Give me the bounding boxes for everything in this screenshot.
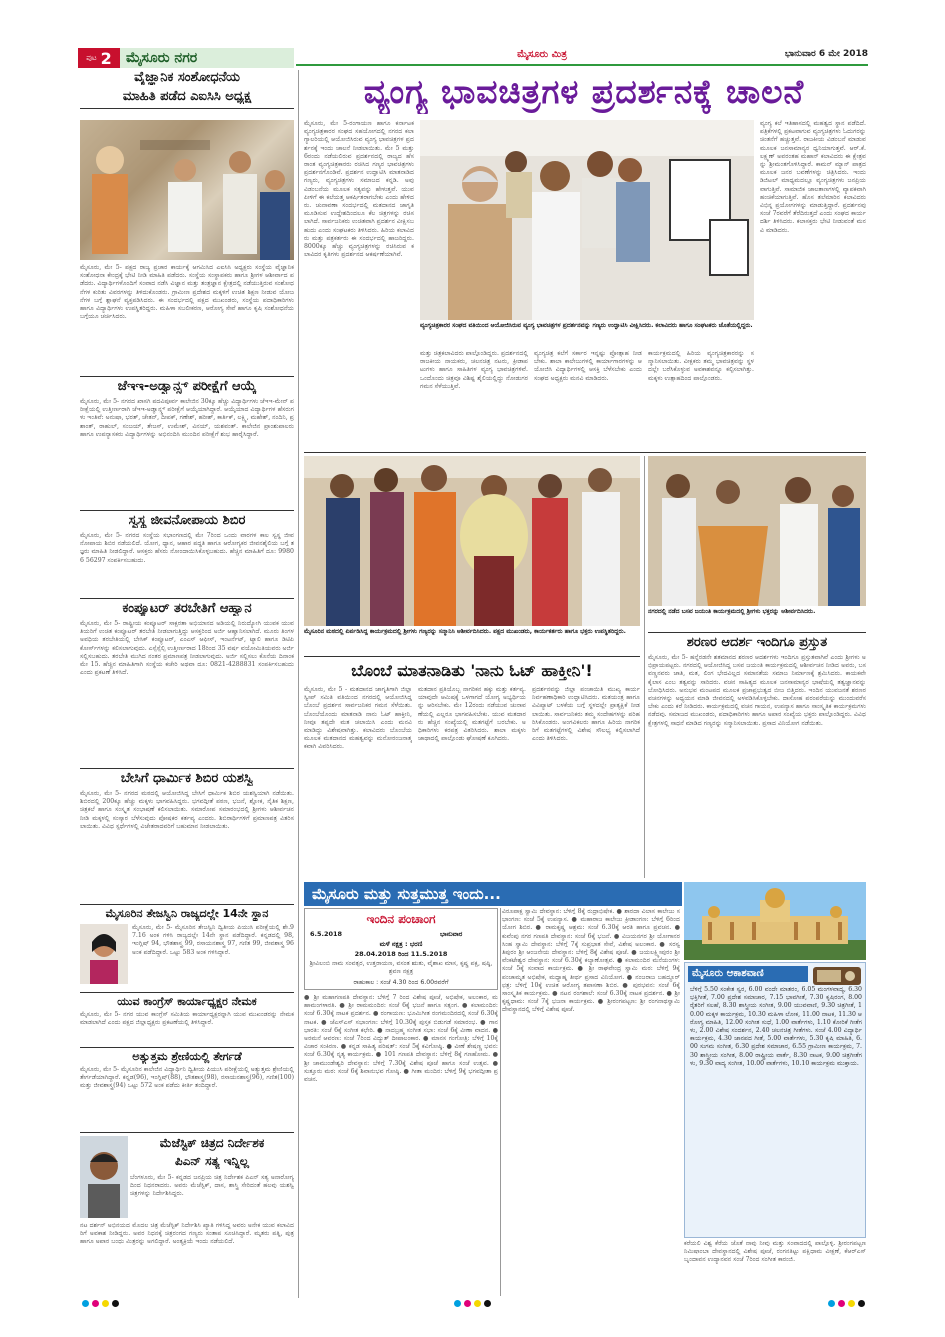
left-rule-4 <box>80 598 294 599</box>
sharanara-body: ಮೈಸೂರು, ಮೇ 5- ಹನ್ನೆರಡನೇ ಶತಮಾನದ ಶರಣರ ಆದರ್ಶಗಳು ಇಂದಿಗೂ ಪ್ರಸ್ತುತವಾಗಿವೆ ಎಂದು ಶ್ರೀಗಳು ಅಭಿಪ್ರಾಯಪಟ್ಟರು. ನಗರದಲ್ಲಿ ಆಯೋಜಿಸಿದ್ದ ಬಸವ ಜಯಂತಿ ಕಾರ್ಯಕ್ರಮದಲ್ಲಿ ಆಶೀರ್ವಚನ ನೀಡಿದ ಅವರು, ಬಸವಣ್ಣನವರು ಜಾತಿ, ಮತ, ಲಿಂಗ ಭೇದವಿಲ್ಲದ ಸಮಾನತೆಯ ಸಮಾಜ ನಿರ್ಮಾಣಕ್ಕೆ ಶ್ರಮಿಸಿದರು. ಕಾಯಕವೇ ಕೈಲಾಸ ಎಂಬ ತತ್ವವನ್ನು ಸಾರಿದರು. ವಚನ ಸಾಹಿತ್ಯದ ಮೂಲಕ ಜನಸಾಮಾನ್ಯರ ಭಾಷೆಯಲ್ಲಿ ತತ್ವಜ್ಞಾನವನ್ನು ಬೋಧಿಸಿದರು. ಅನುಭವ ಮಂಟಪದ ಮೂಲಕ ಪ್ರಜಾಪ್ರಭುತ್ವದ ಬೀಜ ಬಿತ್ತಿದರು. ಇಂದಿನ ಯುವಜನತೆ ಶರಣರ ವಚನಗಳನ್ನು ಅಧ್ಯಯನ ಮಾಡಿ ಜೀವನದಲ್ಲಿ ಅಳವಡಿಸಿಕೊಳ್ಳಬೇಕು. ದಾಸೋಹ ಪರಂಪರೆಯನ್ನು ಮುಂದುವರೆಸಬೇಕು ಎಂದು ಕರೆ ನೀಡಿದರು. ಕಾರ್ಯಕ್ರಮದಲ್ಲಿ ವಚನ ಗಾಯನ, ಉಪನ್ಯಾಸ ಹಾಗೂ ಸಾಂಸ್ಕೃತಿಕ ಕಾರ್ಯಕ್ರಮಗಳು ನಡೆದವು. ಸಮಾಜದ ಮುಖಂಡರು, ಪದಾಧಿಕಾರಿಗಳು ಹಾಗೂ ಅಪಾರ ಸಂಖ್ಯೆಯ ಭಕ್ತರು ಪಾಲ್ಗೊಂಡಿದ್ದರು. ವಿವಿಧ ಕ್ಷೇತ್ರಗಳಲ್ಲಿ ಸಾಧನೆ ಮಾಡಿದ ಗಣ್ಯರನ್ನು ಸನ್ಮಾನಿಸಲಾಯಿತು. ಪ್ರಸಾದ ವಿನಿಯೋಗ ನಡೆಯಿತು. <box>648 654 866 727</box>
left-rule-9 <box>80 1132 294 1133</box>
panchanga-date: 6.5.2018 <box>310 930 343 938</box>
panchanga-body: ಶ್ರೀವಿಲಂಬಿ ನಾಮ ಸಂವತ್ಸರ, ಉತ್ತರಾಯಣ, ವಸಂತ ಋತು, ವೈಶಾಖ ಮಾಸ, ಕೃಷ್ಣ ಪಕ್ಷ, ಷಷ್ಠಿ, ಶ್ರವಣ ನಕ್ಷತ್ರ <box>309 960 493 976</box>
page-number: 2 <box>100 48 112 68</box>
page-number-box <box>78 48 120 68</box>
left-body-5: ಮೈಸೂರು, ಮೇ 5- ನಗರದ ಮಠದಲ್ಲಿ ಆಯೋಜಿಸಿದ್ದ ಬೇಸಿಗೆ ಧಾರ್ಮಿಕ ಶಿಬಿರ ಯಶಸ್ವಿಯಾಗಿ ನಡೆಯಿತು. ಶಿಬಿರದಲ್ಲಿ 200ಕ್ಕೂ ಹೆಚ್ಚು ಮಕ್ಕಳು ಭಾಗವಹಿಸಿದ್ದರು. ಭಗವದ್ಗೀತೆ ಪಠಣ, ಭಜನೆ, ಶ್ಲೋಕ, ನೈತಿಕ ಶಿಕ್ಷಣ, ಚಿತ್ರಕಲೆ ಹಾಗೂ ಸಂಸ್ಕೃತ ಸಂಭಾಷಣೆ ಕಲಿಸಲಾಯಿತು. ಸಮಾರೋಪ ಸಮಾರಂಭದಲ್ಲಿ ಶ್ರೀಗಳು ಆಶೀರ್ವಚನ ನೀಡಿ ಮಕ್ಕಳಲ್ಲಿ ಸಂಸ್ಕಾರ ಬೆಳೆಸುವುದು ಪೋಷಕರ ಕರ್ತವ್ಯ ಎಂದರು. ಶಿಬಿರಾರ್ಥಿಗಳಿಗೆ ಪ್ರಮಾಣಪತ್ರ ವಿತರಿಸಲಾಯಿತು. ವಿವಿಧ ಸ್ಪರ್ಧೆಗಳಲ್ಲಿ ವಿಜೇತರಾದವರಿಗೆ ಬಹುಮಾನ ನೀಡಲಾಯಿತು. <box>80 790 294 830</box>
panchanga-day: ಭಾನುವಾರ <box>440 930 463 938</box>
left-body-9b: ನಟ ದರ್ಶನ್ ಅಭಿನಯದ ಮೊದಲ ಚಿತ್ರ ಮೆಜೆಸ್ಟಿಕ್ ನಿರ್ದೇಶಿಸಿ ಖ್ಯಾತಿ ಗಳಿಸಿದ್ದ ಅವರು ಅನೇಕ ಯುವ ಕಲಾವಿದರಿಗೆ ಅವಕಾಶ ನೀಡಿದ್ದರು. ಅವರ ನಿಧನಕ್ಕೆ ಚಿತ್ರರಂಗದ ಗಣ್ಯರು ಸಂತಾಪ ಸೂಚಿಸಿದ್ದಾರೆ. ಮೃತರು ಪತ್ನಿ, ಪುತ್ರ ಹಾಗೂ ಅಪಾರ ಬಂಧು ಮಿತ್ರರನ್ನು ಅಗಲಿದ್ದಾರೆ. ಅಂತ್ಯಕ್ರಿಯೆ ಇಂದು ನಡೆಯಲಿದೆ. <box>80 1222 294 1246</box>
left-body-8: ಮೈಸೂರು, ಮೇ 5- ಮೈಸೂರಿನ ಕಾಲೇಜಿನ ವಿದ್ಯಾರ್ಥಿನಿ ದ್ವಿತೀಯ ಪಿಯುಸಿ ಪರೀಕ್ಷೆಯಲ್ಲಿ ಅತ್ಯುತ್ತಮ ಶ್ರೇಣಿಯಲ್ಲಿ ತೇರ್ಗಡೆಯಾಗಿದ್ದಾರೆ. ಕನ್ನಡ(96), ಇಂಗ್ಲಿಷ್(88), ಭೌತಶಾಸ್ತ್ರ(98), ರಸಾಯನಶಾಸ್ತ್ರ(96), ಗಣಿತ(100) ಮತ್ತು ಜೀವಶಾಸ್ತ್ರ(94) ಒಟ್ಟು 572 ಅಂಕ ಪಡೆದು ಕೀರ್ತಿ ತಂದಿದ್ದಾರೆ. <box>80 1066 294 1090</box>
exhibition-photo <box>420 120 754 320</box>
registration-dots-left <box>82 1300 119 1307</box>
left-headline-8: ಅತ್ಯುತ್ತಮ ಶ್ರೇಣಿಯಲ್ಲಿ ತೇರ್ಗಡೆ <box>132 1050 242 1063</box>
lead-body-col2: ಮತ್ತು ಚಿತ್ರಕಲಾವಿದರು ಪಾಲ್ಗೊಂಡಿದ್ದರು. ಪ್ರದರ್ಶನದಲ್ಲಿ ರಾಜಕೀಯ ನಾಯಕರು, ಚಲನಚಿತ್ರ ನಟರು, ಕ್ರೀಡಾಪಟುಗಳು ಹಾಗೂ ಸಾಹಿತಿಗಳ ವ್ಯಂಗ್ಯ ಭಾವಚಿತ್ರಗಳಿವೆ. ಒಂದೊಂದು ಚಿತ್ರವೂ ವಿಶಿಷ್ಟ ಶೈಲಿಯಲ್ಲಿದ್ದು ನೋಡುಗರ ಗಮನ ಸೆಳೆಯುತ್ತಿವೆ. <box>420 350 528 390</box>
aicc-photo-scene <box>80 120 294 260</box>
left-headline-6: ಮೈಸೂರಿನ ತೇಜಸ್ವಿನಿ ರಾಜ್ಯದಲ್ಲೇ 14ನೇ ಸ್ಥಾನ <box>105 907 269 920</box>
sharanara-scene <box>648 456 866 606</box>
section-banner <box>120 48 294 68</box>
left-rule-2 <box>80 376 294 377</box>
registration-dots-right <box>828 1300 865 1307</box>
left-rule-7 <box>80 992 294 993</box>
left-body-7: ಮೈಸೂರು, ಮೇ 5- ನಗರ ಯುವ ಕಾಂಗ್ರೆಸ್ ಸಮಿತಿಯ ಕಾರ್ಯಾಧ್ಯಕ್ಷರನ್ನಾಗಿ ಯುವ ಮುಖಂಡರನ್ನು ನೇಮಕ ಮಾಡಲಾಗಿದೆ ಎಂದು ಪಕ್ಷದ ಜಿಲ್ಲಾಧ್ಯಕ್ಷರು ಪ್ರಕಟಣೆಯಲ್ಲಿ ತಿಳಿಸಿದ್ದಾರೆ. <box>80 1011 294 1027</box>
lead-body-col1: ಮೈಸೂರು, ಮೇ 5-ರಂಗಾಯಣ ಹಾಗೂ ಕರ್ನಾಟಕ ವ್ಯಂಗ್ಯಚಿತ್ರಕಾರರ ಸಂಘದ ಸಹಯೋಗದಲ್ಲಿ ನಗರದ ಕಲಾ ಗ್ಯಾಲರಿಯಲ್ಲಿ ಆಯೋಜಿಸಿರುವ ವ್ಯಂಗ್ಯ ಭಾವಚಿತ್ರಗಳ ಪ್ರದರ್ಶನಕ್ಕೆ ಇಂದು ಚಾಲನೆ ನೀಡಲಾಯಿತು. ಮೇ 5 ಮತ್ತು 6ರಂದು ನಡೆಯಲಿರುವ ಪ್ರದರ್ಶನದಲ್ಲಿ ರಾಜ್ಯದ ಹೆಸರಾಂತ ವ್ಯಂಗ್ಯಚಿತ್ರಕಾರರು ರಚಿಸಿದ ಗಣ್ಯರ ಭಾವಚಿತ್ರಗಳು ಪ್ರದರ್ಶನಗೊಂಡಿವೆ. ಪ್ರದರ್ಶನ ಉದ್ಘಾಟಿಸಿ ಮಾತನಾಡಿದ ಗಣ್ಯರು, ವ್ಯಂಗ್ಯಚಿತ್ರಗಳು ಸಮಾಜದ ಕನ್ನಡಿ. ಅವು ವಿಡಂಬನೆಯ ಮೂಲಕ ಸತ್ಯವನ್ನು ಹೇಳುತ್ತವೆ. ಯುವ ಪೀಳಿಗೆ ಈ ಕಲೆಯತ್ತ ಆಕರ್ಷಿತರಾಗಬೇಕು ಎಂದು ಹೇಳಿದರು. ಚುನಾವಣಾ ಸಂದರ್ಭದಲ್ಲಿ ಮತದಾನದ ಜಾಗೃತಿ ಮೂಡಿಸುವ ಉದ್ದೇಶದಿಂದಲೂ ಕೆಲ ಚಿತ್ರಗಳನ್ನು ರಚಿಸಲಾಗಿದೆ. ಸಾರ್ವಜನಿಕರು ಉಚಿತವಾಗಿ ಪ್ರದರ್ಶನ ವೀಕ್ಷಿಸಬಹುದು ಎಂದು ಸಂಘಟಕರು ತಿಳಿಸಿದರು. ಹಿರಿಯ ಕಲಾವಿದರು ಮತ್ತು ಪತ್ರಕರ್ತರು ಈ ಸಂದರ್ಭದಲ್ಲಿ ಹಾಜರಿದ್ದರು. 8000ಕ್ಕೂ ಹೆಚ್ಚು ವ್ಯಂಗ್ಯಚಿತ್ರಗಳನ್ನು ರಚಿಸಿರುವ ಕಲಾವಿದರ ಕೃತಿಗಳು ಪ್ರದರ್ಶನದ ಆಕರ್ಷಣೆಯಾಗಿವೆ. <box>304 120 414 259</box>
sharanara-caption: ನಗರದಲ್ಲಿ ನಡೆದ ಬಸವ ಜಯಂತಿ ಕಾರ್ಯಕ್ರಮದಲ್ಲಿ ಶ್ರೀಗಳು ಭಕ್ತರನ್ನು ಆಶೀರ್ವದಿಸಿದರು. <box>648 608 816 615</box>
lead-headline: ವ್ಯಂಗ್ಯ ಭಾವಚಿತ್ರಗಳ ಪ್ರದರ್ಶನಕ್ಕೆ ಚಾಲನೆ <box>363 72 805 111</box>
left-headline-4: ಕಂಪ್ಯೂಟರ್ ತರಬೇತಿಗೆ ಆಹ್ವಾನ <box>122 601 252 616</box>
tejaswini-portrait <box>80 924 128 984</box>
panchanga-title: ಇಂದಿನ ಪಂಚಾಂಗ <box>366 912 436 926</box>
bombe-body-3: ಪ್ರದರ್ಶನವನ್ನು ಜಿಲ್ಲಾ ಪಂಚಾಯಿತಿ ಮುಖ್ಯ ಕಾರ್ಯನಿರ್ವಹಣಾಧಿಕಾರಿ ಉದ್ಘಾಟಿಸಿದರು. ಮತಯಂತ್ರ ಹಾಗೂ ವಿವಿಪ್ಯಾಟ್ ಬಳಕೆಯ ಬಗ್ಗೆ ಸ್ಥಳದಲ್ಲೇ ಪ್ರಾತ್ಯಕ್ಷಿಕೆ ನೀಡಲಾಯಿತು. ಸಾರ್ವಜನಿಕರು ತಮ್ಮ ಸಂದೇಹಗಳನ್ನು ಪರಿಹರಿಸಿಕೊಂಡರು. ಅಂಗವಿಕಲರು ಹಾಗೂ ಹಿರಿಯ ನಾಗರಿಕರಿಗೆ ಮತಗಟ್ಟೆಗಳಲ್ಲಿ ವಿಶೇಷ ಸೌಲಭ್ಯ ಕಲ್ಪಿಸಲಾಗಿದೆ ಎಂದು ತಿಳಿಸಿದರು. <box>532 686 640 743</box>
header-rule <box>296 64 868 66</box>
pn-sathya-photo <box>80 1136 128 1218</box>
sharanara-photo <box>648 456 866 606</box>
radio-header <box>688 966 808 982</box>
panchanga-line-1: ಮಳೆ ನಕ್ಷತ್ರ : ಭರಣಿ <box>379 940 423 948</box>
right-bottom-body: ಕರೆಯಲಿ ವಿಶ್ವ ಕೆರೆಯ ಜೊತೆ ನಾವು ನೀವು ಮತ್ತು ಸಂವಾದದಲ್ಲಿ ಪಾಲ್ಗೊಳ್ಳಿ. ಶ್ರೀರಂಗಪಟ್ಟಣ ನಿಮಿಷಾಂಬಾ ದೇವಸ್ಥಾನದಲ್ಲಿ ವಿಶೇಷ ಪೂಜೆ, ರಂಗನತಿಟ್ಟು ಪಕ್ಷಿಧಾಮ ವೀಕ್ಷಣೆ, ಕೆಆರ್‌ಎಸ್ ಬೃಂದಾವನ ಉದ್ಯಾನವನ ಸಂಜೆ 7ರಿಂದ ಸಂಗೀತ ಕಾರಂಜಿ. <box>684 1240 866 1264</box>
left-rule-8 <box>80 1047 294 1048</box>
left-headline-1: ವೈಜ್ಞಾನಿಕ ಸಂಶೋಧನೆಯ <box>134 70 240 85</box>
felicitation-scene <box>304 456 640 626</box>
tejaswini-photo <box>80 924 128 984</box>
left-headline-2: ಜೆಇಇ-ಅಡ್ವಾನ್ಸ್ಡ್ ಪರೀಕ್ಷೆಗೆ ಆಯ್ಕೆ <box>117 379 257 394</box>
left-body-4: ಮೈಸೂರು, ಮೇ 5- ರಾಷ್ಟ್ರೀಯ ಕಂಪ್ಯೂಟರ್ ಸಾಕ್ಷರತಾ ಅಭಿಯಾನದ ಅಡಿಯಲ್ಲಿ ನಿರುದ್ಯೋಗಿ ಯುವಕ ಯುವತಿಯರಿಗೆ ಉಚಿತ ಕಂಪ್ಯೂಟರ್ ತರಬೇತಿ ನೀಡಲಾಗುತ್ತಿದ್ದು ಆಸಕ್ತರಿಂದ ಅರ್ಜಿ ಆಹ್ವಾನಿಸಲಾಗಿದೆ. ಮೂರು ತಿಂಗಳ ಅವಧಿಯ ತರಬೇತಿಯಲ್ಲಿ ಬೇಸಿಕ್ ಕಂಪ್ಯೂಟರ್, ಎಂಎಸ್ ಆಫೀಸ್, ಇಂಟರ್ನೆಟ್, ಟ್ಯಾಲಿ ಹಾಗೂ ಡಿಟಿಪಿ ಕೋರ್ಸ್‌ಗಳನ್ನು ಕಲಿಸಲಾಗುವುದು. ಎಸ್ಸೆಸ್ಸೆಲ್ಸಿ ಉತ್ತೀರ್ಣರಾದ 18ರಿಂದ 35 ವರ್ಷ ವಯೋಮಿತಿಯವರು ಅರ್ಜಿ ಸಲ್ಲಿಸಬಹುದು. ತರಬೇತಿ ಮುಗಿದ ನಂತರ ಪ್ರಮಾಣಪತ್ರ ನೀಡಲಾಗುವುದು. ಅರ್ಜಿ ಸಲ್ಲಿಸಲು ಕೊನೆಯ ದಿನಾಂಕ ಮೇ 15. ಹೆಚ್ಚಿನ ಮಾಹಿತಿಗಾಗಿ ಸಂಸ್ಥೆಯ ಕಚೇರಿ ಅಥವಾ ದೂ: 0821-4288831 ಸಂಪರ್ಕಿಸಬಹುದು ಎಂದು ಪ್ರಕಟಣೆ ತಿಳಿಸಿದೆ. <box>80 620 294 677</box>
felicitation-photo <box>304 456 640 626</box>
radio-title: ಮೈಸೂರು ಆಕಾಶವಾಣಿ <box>692 968 764 979</box>
sharanara-headline: ಶರಣರ ಆದರ್ಶ ಇಂದಿಗೂ ಪ್ರಸ್ತುತ <box>686 635 828 650</box>
bombe-body-2: ಮತದಾನ ಪ್ರತಿಯೊಬ್ಬ ನಾಗರಿಕನ ಹಕ್ಕು ಮತ್ತು ಕರ್ತವ್ಯ. ಯಾವುದೇ ಆಮಿಷಕ್ಕೆ ಒಳಗಾಗದೆ ಯೋಗ್ಯ ಅಭ್ಯರ್ಥಿಯನ್ನು ಆರಿಸಬೇಕು. ಮೇ 12ರಂದು ನಡೆಯುವ ಚುನಾವಣೆಯಲ್ಲಿ ಎಲ್ಲರೂ ಭಾಗವಹಿಸಬೇಕು. ಯುವ ಮತದಾರರು ಹೆಚ್ಚಿನ ಸಂಖ್ಯೆಯಲ್ಲಿ ಮತಗಟ್ಟೆಗೆ ಬರಬೇಕು. ಅಧಿಕಾರಿಗಳು ಕರಪತ್ರ ವಿತರಿಸಿದರು. ಶಾಲಾ ಮಕ್ಕಳು ಜಾಥಾದಲ್ಲಿ ಪಾಲ್ಗೊಂಡು ಘೋಷಣೆ ಕೂಗಿದರು. <box>418 686 526 743</box>
left-rule-6 <box>80 904 294 905</box>
sharanara-rule <box>648 632 866 633</box>
left-rule-5 <box>80 768 294 769</box>
panchanga-line-3: ರಾಹುಕಾಲ : ಸಂಜೆ 4.30 ರಿಂದ 6.00ರವರೆಗೆ <box>353 979 449 986</box>
left-body-1: ಮೈಸೂರು, ಮೇ 5- ಪಕ್ಷದ ರಾಜ್ಯ ಪ್ರಚಾರ ಕಾರ್ಯಕ್ಕೆ ಆಗಮಿಸಿದ ಎಐಸಿಸಿ ಅಧ್ಯಕ್ಷರು ಸಂಸ್ಥೆಯ ವೈಜ್ಞಾನಿಕ ಸಂಶೋಧನಾ ಕೇಂದ್ರಕ್ಕೆ ಭೇಟಿ ನೀಡಿ ಮಾಹಿತಿ ಪಡೆದರು. ಸಂಸ್ಥೆಯ ಸಂಸ್ಥಾಪಕರು ಹಾಗೂ ಶ್ರೀಗಳ ಆಶೀರ್ವಾದ ಪಡೆದರು. ವಿದ್ಯಾರ್ಥಿಗಳೊಂದಿಗೆ ಸಂವಾದ ನಡೆಸಿ ವಿಜ್ಞಾನ ಮತ್ತು ತಂತ್ರಜ್ಞಾನ ಕ್ಷೇತ್ರದಲ್ಲಿ ನಡೆಯುತ್ತಿರುವ ಸಂಶೋಧನೆಗಳ ಕುರಿತು ವಿವರಗಳನ್ನು ತಿಳಿದುಕೊಂಡರು. ಗ್ರಾಮೀಣ ಪ್ರದೇಶದ ಮಕ್ಕಳಿಗೆ ಉಚಿತ ಶಿಕ್ಷಣ ನೀಡುವ ಯೋಜನೆಗಳ ಬಗ್ಗೆ ಶ್ಲಾಘನೆ ವ್ಯಕ್ತಪಡಿಸಿದರು. ಈ ಸಂದರ್ಭದಲ್ಲಿ ಪಕ್ಷದ ಮುಖಂಡರು, ಸಂಸ್ಥೆಯ ಪದಾಧಿಕಾರಿಗಳು ಹಾಗೂ ವಿದ್ಯಾರ್ಥಿಗಳು ಉಪಸ್ಥಿತರಿದ್ದರು. ಮಹಿಳಾ ಸಬಲೀಕರಣ, ಆರೋಗ್ಯ ಸೇವೆ ಹಾಗೂ ಕೃಷಿ ಸಂಶೋಧನೆಯ ಬಗ್ಗೆಯೂ ಚರ್ಚಿಸಿದರು. <box>80 264 294 321</box>
lead-body-right: ವ್ಯಂಗ್ಯ ಕಲೆ ಇತಿಹಾಸದಲ್ಲಿ ಮಹತ್ವದ ಸ್ಥಾನ ಪಡೆದಿದೆ. ಪತ್ರಿಕೆಗಳಲ್ಲಿ ಪ್ರಕಟವಾಗುವ ವ್ಯಂಗ್ಯಚಿತ್ರಗಳು ಓದುಗರನ್ನು ಚಿಂತನೆಗೆ ಹಚ್ಚುತ್ತವೆ. ರಾಜಕೀಯ ವಿಡಂಬನೆ ಮಾಡುವ ಮೂಲಕ ಜನಸಾಮಾನ್ಯರ ಧ್ವನಿಯಾಗುತ್ತವೆ. ಆರ್.ಕೆ. ಲಕ್ಷ್ಮಣ್ ಅವರಂತಹ ಮಹಾನ್ ಕಲಾವಿದರು ಈ ಕ್ಷೇತ್ರವನ್ನು ಶ್ರೀಮಂತಗೊಳಿಸಿದ್ದಾರೆ. ಕಾಮನ್ ಮ್ಯಾನ್ ಪಾತ್ರದ ಮೂಲಕ ಜನರ ಬವಣೆಗಳನ್ನು ಚಿತ್ರಿಸಿದರು. ಇಂದು ಡಿಜಿಟಲ್ ಮಾಧ್ಯಮದಲ್ಲೂ ವ್ಯಂಗ್ಯಚಿತ್ರಗಳು ಜನಪ್ರಿಯವಾಗುತ್ತಿವೆ. ಸಾಮಾಜಿಕ ಜಾಲತಾಣಗಳಲ್ಲಿ ವ್ಯಾಪಕವಾಗಿ ಹಂಚಿಕೆಯಾಗುತ್ತಿವೆ. ಹೊಸ ತಲೆಮಾರಿನ ಕಲಾವಿದರು ವಿಭಿನ್ನ ಪ್ರಯೋಗಗಳನ್ನು ಮಾಡುತ್ತಿದ್ದಾರೆ. ಪ್ರದರ್ಶನವು ಸಂಜೆ 7ರವರೆಗೆ ತೆರೆದಿರುತ್ತದೆ ಎಂದು ಸಂಘದ ಕಾರ್ಯದರ್ಶಿ ತಿಳಿಸಿದರು. ಕಲಾಸಕ್ತರು ಭೇಟಿ ನೀಡುವಂತೆ ಮನವಿ ಮಾಡಿದರು. <box>760 120 866 234</box>
masthead: ಮೈಸೂರು ಮಿತ್ರ <box>517 49 567 60</box>
left-headline-9b: ಪಿಎನ್ ಸತ್ಯ ಇನ್ನಿಲ್ಲ <box>175 1154 249 1168</box>
left-headline-9: ಮೆಜೆಸ್ಟಿಕ್ ಚಿತ್ರದ ನಿರ್ದೇಶಕ <box>159 1136 265 1150</box>
bombe-rule <box>304 656 640 657</box>
palace-icon <box>684 882 866 960</box>
left-body-2: ಮೈಸೂರು, ಮೇ 5- ನಗರದ ಖಾಸಗಿ ಪದವಿಪೂರ್ವ ಕಾಲೇಜಿನ 30ಕ್ಕೂ ಹೆಚ್ಚು ವಿದ್ಯಾರ್ಥಿಗಳು ಜೆಇಇ-ಮೇನ್ ಪರೀಕ್ಷೆಯಲ್ಲಿ ಉತ್ತೀರ್ಣರಾಗಿ ಜೆಇಇ-ಅಡ್ವಾನ್ಸ್ಡ್ ಪರೀಕ್ಷೆಗೆ ಆಯ್ಕೆಯಾಗಿದ್ದಾರೆ. ಆಯ್ಕೆಯಾದ ವಿದ್ಯಾರ್ಥಿಗಳ ಹೆಸರುಗಳು ಇಂತಿವೆ: ಅನುಷಾ, ಭರತ್, ಚೇತನ್, ದೀಪಕ್, ಗಣೇಶ್, ಹರೀಶ್, ಕಾರ್ತಿಕ್, ಲಕ್ಷ್ಮಿ, ಮಹೇಶ್, ನಂದಿನಿ, ಪ್ರಶಾಂತ್, ರಾಹುಲ್, ಸಂಜಯ್, ತೇಜಸ್, ಉಮೇಶ್, ವಿನಯ್, ಯಶವಂತ್. ಕಾಲೇಜಿನ ಪ್ರಾಂಶುಪಾಲರು ಹಾಗೂ ಉಪನ್ಯಾಸಕರು ವಿದ್ಯಾರ್ಥಿಗಳನ್ನು ಅಭಿನಂದಿಸಿ ಮುಂದಿನ ಪರೀಕ್ಷೆಗೆ ಶುಭ ಹಾರೈಸಿದ್ದಾರೆ. <box>80 398 294 438</box>
left-headline-3: ಸ್ವಸ್ಥ ಜೀವನೋಪಾಯ ಶಿಬಿರ <box>128 513 246 528</box>
listings-col-1: ● ಶ್ರೀ ಮಹಾಗಣಪತಿ ದೇವಸ್ಥಾನ: ಬೆಳಿಗ್ಗೆ 7 ರಿಂದ ವಿಶೇಷ ಪೂಜೆ, ಅಭಿಷೇಕ, ಅಲಂಕಾರ, ಮಹಾಮಂಗಳಾರತಿ. ● ಶ್ರೀ ರಾಮಮಂದಿರ: ಸಂಜೆ 6ಕ್ಕೆ ಭಜನೆ ಹಾಗೂ ಸತ್ಸಂಗ. ● ಕಲಾಮಂದಿರ: ಸಂಜೆ 6.30ಕ್ಕೆ ನಾಟಕ ಪ್ರದರ್ಶನ. ● ರಂಗಾಯಣ: ಭೂಮಿಗೀತ ರಂಗಮಂದಿರದಲ್ಲಿ ಸಂಜೆ 6.30ಕ್ಕೆ ನಾಟಕ. ● ಜೆಎಸ್‌ಎಸ್ ಸಭಾಂಗಣ: ಬೆಳಿಗ್ಗೆ 10.30ಕ್ಕೆ ಪುಸ್ತಕ ಬಿಡುಗಡೆ ಸಮಾರಂಭ. ● ಗಾನಭಾರತಿ: ಸಂಜೆ 6ಕ್ಕೆ ಸಂಗೀತ ಕಛೇರಿ. ● ನಾದಬ್ರಹ್ಮ ಸಂಗೀತ ಸಭಾ: ಸಂಜೆ 6ಕ್ಕೆ ವೀಣಾ ವಾದನ. ● ಅರಮನೆ ಆವರಣ: ಸಂಜೆ 7ರಿಂದ ವಿದ್ಯುತ್ ದೀಪಾಲಂಕಾರ. ● ಮಾನಸ ಗಂಗೋತ್ರಿ: ಬೆಳಿಗ್ಗೆ 10ಕ್ಕೆ ವಿಚಾರ ಸಂಕಿರಣ. ● ಕನ್ನಡ ಸಾಹಿತ್ಯ ಪರಿಷತ್: ಸಂಜೆ 5ಕ್ಕೆ ಕವಿಗೋಷ್ಠಿ. ● ವೀಣೆ ಶೇಷಣ್ಣ ಭವನ: ಸಂಜೆ 6.30ಕ್ಕೆ ನೃತ್ಯ ಕಾರ್ಯಕ್ರಮ. ● 101 ಗಣಪತಿ ದೇವಸ್ಥಾನ: ಬೆಳಿಗ್ಗೆ 8ಕ್ಕೆ ಗಣಹೋಮ. ● ಶ್ರೀ ಚಾಮುಂಡೇಶ್ವರಿ ದೇವಸ್ಥಾನ: ಬೆಳಿಗ್ಗೆ 7.30ಕ್ಕೆ ವಿಶೇಷ ಪೂಜೆ ಹಾಗೂ ಸಂಜೆ ಉತ್ಸವ. ● ಸುತ್ತೂರು ಮಠ: ಸಂಜೆ 6ಕ್ಕೆ ಶಿವಾನುಭವ ಗೋಷ್ಠಿ. ● ಗೀತಾ ಮಂದಿರ: ಬೆಳಿಗ್ಗೆ 9ಕ್ಕೆ ಭಗವದ್ಗೀತಾ ಪ್ರವಚನ. <box>304 994 498 1084</box>
page-label: ಪುಟ <box>86 53 97 62</box>
middle-vertical-rule <box>644 456 645 878</box>
aicc-photo <box>80 120 294 260</box>
exhibition-scene <box>420 120 754 320</box>
lead-body-col4: ಕಾರ್ಯಕ್ರಮದಲ್ಲಿ ಹಿರಿಯ ವ್ಯಂಗ್ಯಚಿತ್ರಕಾರರನ್ನು ಸನ್ಮಾನಿಸಲಾಯಿತು. ವೀಕ್ಷಕರು ತಮ್ಮ ಭಾವಚಿತ್ರವನ್ನು ಸ್ಥಳದಲ್ಲೇ ಬರೆಸಿಕೊಳ್ಳುವ ಅವಕಾಶವನ್ನೂ ಕಲ್ಪಿಸಲಾಗಿತ್ತು. ಮಕ್ಕಳು ಉತ್ಸಾಹದಿಂದ ಪಾಲ್ಗೊಂಡರು. <box>648 350 754 382</box>
left-headline-1b: ಮಾಹಿತಿ ಪಡೆದ ಎಐಸಿಸಿ ಅಧ್ಯಕ್ಷ <box>122 89 252 104</box>
left-rule-3 <box>80 510 294 511</box>
lead-body-col3: ವ್ಯಂಗ್ಯಚಿತ್ರ ಕಲೆಗೆ ಸರ್ಕಾರ ಇನ್ನಷ್ಟು ಪ್ರೋತ್ಸಾಹ ನೀಡಬೇಕು. ಶಾಲಾ ಕಾಲೇಜುಗಳಲ್ಲಿ ಕಾರ್ಯಾಗಾರಗಳನ್ನು ಆಯೋಜಿಸಿ ವಿದ್ಯಾರ್ಥಿಗಳಲ್ಲಿ ಆಸಕ್ತಿ ಬೆಳೆಸಬೇಕು ಎಂದು ಸಂಘದ ಅಧ್ಯಕ್ಷರು ಮನವಿ ಮಾಡಿದರು. <box>534 350 642 382</box>
bombe-body-1: ಮೈಸೂರು, ಮೇ 5 - ಮತದಾನದ ಜಾಗೃತಿಗಾಗಿ ಜಿಲ್ಲಾ ಸ್ವೀಪ್ ಸಮಿತಿ ವತಿಯಿಂದ ನಗರದಲ್ಲಿ ಆಯೋಜಿಸಿದ್ದ ಬೊಂಬೆ ಪ್ರದರ್ಶನ ಸಾರ್ವಜನಿಕರ ಗಮನ ಸೆಳೆಯಿತು. ಬೊಂಬೆಯೊಂದು ಮಾತನಾಡಿ ನಾನು ಓಟ್ ಹಾಕ್ತೀನಿ, ನೀವೂ ತಪ್ಪದೇ ಮತ ಚಲಾಯಿಸಿ ಎಂದು ಮನವಿ ಮಾಡಿದ್ದು ವಿಶೇಷವಾಗಿತ್ತು. ಕಲಾವಿದರು ಬೊಂಬೆಯ ಮೂಲಕ ಮತದಾನದ ಮಹತ್ವವನ್ನು ಮನೋರಂಜನಾತ್ಮಕವಾಗಿ ವಿವರಿಸಿದರು. <box>304 686 412 751</box>
panchanga-line-2: 28.04.2018 ರಿಂದ 11.5.2018 <box>354 950 448 958</box>
palace-photo <box>684 882 866 960</box>
pn-sathya-portrait <box>80 1136 128 1218</box>
lead-bottom-rule <box>304 452 866 453</box>
registration-dots-center <box>454 1300 491 1307</box>
radio-icon <box>812 964 862 986</box>
left-headline-7: ಯುವ ಕಾಂಗ್ರೆಸ್ ಕಾರ್ಯಾಧ್ಯಕ್ಷರ ನೇಮಕ <box>117 995 257 1008</box>
felicitation-caption: ಮೈಸೂರಿನ ಮಠದಲ್ಲಿ ಏರ್ಪಡಿಸಿದ್ದ ಕಾರ್ಯಕ್ರಮದಲ್ಲಿ ಶ್ರೀಗಳು ಗಣ್ಯರನ್ನು ಸನ್ಮಾನಿಸಿ ಆಶೀರ್ವದಿಸಿದರು. ಪಕ್ಷದ ಮುಖಂಡರು, ಕಾರ್ಯಕರ್ತರು ಹಾಗೂ ಭಕ್ತರು ಉಪಸ್ಥಿತರಿದ್ದರು. <box>304 628 626 635</box>
left-body-3: ಮೈಸೂರು, ಮೇ 5- ನಗರದ ಸಂಸ್ಥೆಯ ಸಭಾಂಗಣದಲ್ಲಿ ಮೇ 7ರಿಂದ ಒಂದು ವಾರಗಳ ಕಾಲ ಸ್ವಸ್ಥ ಜೀವನೋಪಾಯ ಶಿಬಿರ ನಡೆಯಲಿದೆ. ಯೋಗ, ಧ್ಯಾನ, ಆಹಾರ ಪದ್ಧತಿ ಹಾಗೂ ಆರೋಗ್ಯಕರ ಜೀವನಶೈಲಿಯ ಬಗ್ಗೆ ತಜ್ಞರು ಮಾಹಿತಿ ನೀಡಲಿದ್ದಾರೆ. ಆಸಕ್ತರು ಹೆಸರು ನೋಂದಾಯಿಸಿಕೊಳ್ಳಬಹುದು. ಹೆಚ್ಚಿನ ಮಾಹಿತಿಗೆ ದೂ: 99806 56297 ಸಂಪರ್ಕಿಸಬಹುದು. <box>80 532 294 564</box>
left-column-divider <box>298 70 299 1298</box>
section-title: ಮೈಸೂರು ನಗರ <box>126 50 198 66</box>
left-rule-1 <box>80 108 294 109</box>
today-banner <box>304 882 682 906</box>
radio-schedule: ಬೆಳಿಗ್ಗೆ 5.50 ಸಂಕೇತ ಸ್ವರ, 6.00 ವಂದೇ ಮಾತರಂ, 6.05 ಮಂಗಳವಾದ್ಯ, 6.30 ಭಕ್ತಿಗೀತೆ, 7.00 ಪ್ರದೇಶ ಸಮಾಚಾರ, 7.15 ಭಾವಗೀತೆ, 7.30 ಕೃಷಿರಂಗ, 8.00 ರೈತರಿಗೆ ಸಲಹೆ, 8.30 ಶಾಸ್ತ್ರೀಯ ಸಂಗೀತ, 9.00 ಯುವವಾಣಿ, 9.30 ಚಿತ್ರಗೀತೆ, 10.00 ಮಕ್ಕಳ ಕಾರ್ಯಕ್ರಮ, 10.30 ಮಹಿಳಾ ಲೋಕ, 11.00 ನಾಟಕ, 11.30 ಆರೋಗ್ಯ ಮಾಹಿತಿ, 12.00 ಸಂಗೀತ ಸುಧೆ, 1.00 ವಾರ್ತೆಗಳು, 1.10 ಕೋರಿಕೆ ಗೀತೆಗಳು, 2.00 ವಿಶೇಷ ಸಂದರ್ಶನ, 2.40 ಚಲನಚಿತ್ರ ಗೀತೆಗಳು. ಸಂಜೆ 4.00 ವಿದ್ಯಾರ್ಥಿ ಕಾರ್ಯಕ್ರಮ, 4.30 ಜಾನಪದ ಗೀತೆ, 5.00 ವಾರ್ತೆಗಳು, 5.30 ಕೃಷಿ ಮಾಹಿತಿ, 6.00 ಸುಗಮ ಸಂಗೀತ, 6.30 ಪ್ರದೇಶ ಸಮಾಚಾರ, 6.55 ಗ್ರಾಮೀಣ ಕಾರ್ಯಕ್ರಮ, 7.30 ಶಾಸ್ತ್ರೀಯ ಸಂಗೀತ, 8.00 ರಾಷ್ಟ್ರೀಯ ವಾರ್ತೆ, 8.30 ನಾಟಕ, 9.00 ಚಿತ್ರಗೀತೆಗಳು, 9.30 ವಾದ್ಯ ಸಂಗೀತ, 10.00 ವಾರ್ತೆಗಳು, 10.10 ಕಾರ್ಯಕ್ರಮ ಮುಕ್ತಾಯ. <box>690 986 862 1067</box>
today-banner-text: ಮೈಸೂರು ಮತ್ತು ಸುತ್ತಮುತ್ತ ಇಂದು... <box>312 885 501 903</box>
today-vertical-rule <box>500 908 501 1296</box>
left-body-6: ಮೈಸೂರು, ಮೇ 5- ಮೈಸೂರಿನ ತೇಜಸ್ವಿನಿ ದ್ವಿತೀಯ ಪಿಯುಸಿ ಪರೀಕ್ಷೆಯಲ್ಲಿ ಶೇ.97.16 ಅಂಕ ಗಳಿಸಿ ರಾಜ್ಯದಲ್ಲೇ 14ನೇ ಸ್ಥಾನ ಪಡೆದಿದ್ದಾರೆ. ಕನ್ನಡದಲ್ಲಿ 98, ಇಂಗ್ಲಿಷ್ 94, ಭೌತಶಾಸ್ತ್ರ 99, ರಸಾಯನಶಾಸ್ತ್ರ 97, ಗಣಿತ 99, ಜೀವಶಾಸ್ತ್ರ 96 ಅಂಕ ಪಡೆದಿದ್ದಾರೆ. ಒಟ್ಟು 583 ಅಂಕ ಗಳಿಸಿದ್ದಾರೆ. <box>132 924 294 956</box>
left-body-9: ಬೆಂಗಳೂರು, ಮೇ 5- ಕನ್ನಡದ ಜನಪ್ರಿಯ ಚಿತ್ರ ನಿರ್ದೇಶಕ ಪಿಎನ್ ಸತ್ಯ ಅನಾರೋಗ್ಯದಿಂದ ನಿಧನರಾದರು. ಅವರು ಮೆಜೆಸ್ಟಿಕ್, ದಾಸ, ಶಾಸ್ತ್ರಿ ಸೇರಿದಂತೆ ಹಲವು ಯಶಸ್ವಿ ಚಿತ್ರಗಳನ್ನು ನಿರ್ದೇಶಿಸಿದ್ದರು. <box>130 1174 294 1198</box>
left-headline-5: ಬೇಸಿಗೆ ಧಾರ್ಮಿಕ ಶಿಬಿರ ಯಶಸ್ವಿ <box>120 771 254 786</box>
bombe-headline: ಬೊಂಬೆ ಮಾತನಾಡಿತು 'ನಾನು ಓಟ್ ಹಾಕ್ತೀನಿ'! <box>351 661 593 680</box>
issue-date: ಭಾನುವಾರ 6 ಮೇ 2018 <box>784 49 868 59</box>
radio-set-icon <box>812 964 862 986</box>
listings-col-2: ವಿರೂಪಾಕ್ಷ ಸ್ವಾಮಿ ದೇವಸ್ಥಾನ: ಬೆಳಿಗ್ಗೆ 8ಕ್ಕೆ ರುದ್ರಾಭಿಷೇಕ. ● ಶಾರದಾ ವಿಲಾಸ ಕಾಲೇಜು ಸಭಾಂಗಣ: ಸಂಜೆ 5ಕ್ಕೆ ಉಪನ್ಯಾಸ. ● ಮಹಾರಾಜ ಕಾಲೇಜು ಕ್ರೀಡಾಂಗಣ: ಬೆಳಿಗ್ಗೆ 6ರಿಂದ ಯೋಗ ಶಿಬಿರ. ● ರಾಮಕೃಷ್ಣ ಆಶ್ರಮ: ಸಂಜೆ 6.30ಕ್ಕೆ ಆರತಿ ಹಾಗೂ ಪ್ರವಚನ. ● ಕುವೆಂಪು ನಗರ ಗಣಪತಿ ದೇವಸ್ಥಾನ: ಸಂಜೆ 6ಕ್ಕೆ ಭಜನೆ. ● ವಿಜಯನಗರ ಶ್ರೀ ಯೋಗಾನರಸಿಂಹ ಸ್ವಾಮಿ ದೇವಸ್ಥಾನ: ಬೆಳಿಗ್ಗೆ 7ಕ್ಕೆ ಸುಪ್ರಭಾತ ಸೇವೆ, ವಿಶೇಷ ಅಲಂಕಾರ. ● ಸರಸ್ವತಿಪುರಂ ಶ್ರೀ ಆಂಜನೇಯ ದೇವಸ್ಥಾನ: ಬೆಳಿಗ್ಗೆ 8ಕ್ಕೆ ವಿಶೇಷ ಪೂಜೆ. ● ಜಯಲಕ್ಷ್ಮೀಪುರಂ ಶ್ರೀ ವೆಂಕಟೇಶ್ವರ ದೇವಸ್ಥಾನ: ಸಂಜೆ 6.30ಕ್ಕೆ ಕಲ್ಯಾಣೋತ್ಸವ. ● ಕಲಾಮಂದಿರ ಮನೆಯಂಗಳ: ಸಂಜೆ 5ಕ್ಕೆ ಸಂವಾದ ಕಾರ್ಯಕ್ರಮ. ● ಶ್ರೀ ರಾಘವೇಂದ್ರ ಸ್ವಾಮಿ ಮಠ: ಬೆಳಿಗ್ಗೆ 9ಕ್ಕೆ ಪಂಚಾಮೃತ ಅಭಿಷೇಕ, ಮಧ್ಯಾಹ್ನ ತೀರ್ಥ ಪ್ರಸಾದ ವಿನಿಯೋಗ. ● ನಂಜರಾಜ ಬಹದ್ದೂರ್ ಛತ್ರ: ಬೆಳಿಗ್ಗೆ 10ಕ್ಕೆ ಉಚಿತ ಆರೋಗ್ಯ ತಪಾಸಣಾ ಶಿಬಿರ. ● ಪುರಭವನ: ಸಂಜೆ 6ಕ್ಕೆ ಸಾಂಸ್ಕೃತಿಕ ಕಾರ್ಯಕ್ರಮ. ● ನಟನ ರಂಗಶಾಲೆ: ಸಂಜೆ 6.30ಕ್ಕೆ ನಾಟಕ ಪ್ರದರ್ಶನ. ● ಶ್ರೀ ಕೃಷ್ಣಧಾಮ: ಸಂಜೆ 7ಕ್ಕೆ ಭಜನಾ ಕಾರ್ಯಕ್ರಮ. ● ಶ್ರೀರಂಗಪಟ್ಟಣ: ಶ್ರೀ ರಂಗನಾಥಸ್ವಾಮಿ ದೇವಸ್ಥಾನದಲ್ಲಿ ಬೆಳಿಗ್ಗೆ ವಿಶೇಷ ಪೂಜೆ. <box>502 908 680 1014</box>
exhibition-caption: ವ್ಯಂಗ್ಯಚಿತ್ರಕಾರರ ಸಂಘದ ವತಿಯಿಂದ ಆಯೋಜಿಸಿರುವ ವ್ಯಂಗ್ಯ ಭಾವಚಿತ್ರಗಳ ಪ್ರದರ್ಶನವನ್ನು ಗಣ್ಯರು ಉದ್ಘಾಟಿಸಿ ವೀಕ್ಷಿಸಿದರು. ಕಲಾವಿದರು ಹಾಗೂ ಸಂಘಟಕರು ಜೊತೆಯಲ್ಲಿದ್ದರು. <box>420 322 753 329</box>
